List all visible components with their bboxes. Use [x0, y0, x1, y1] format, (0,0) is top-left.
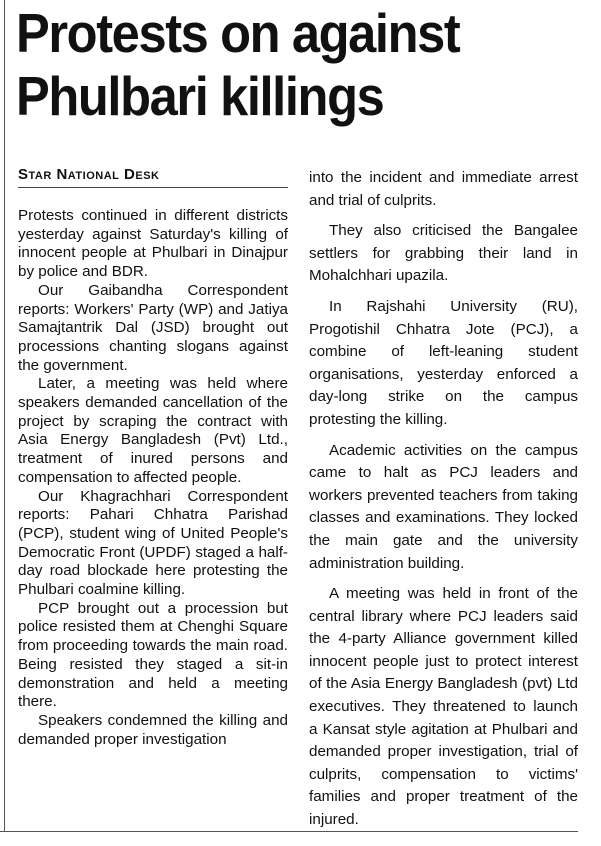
- left-column: [18, 207, 288, 749]
- paragraph: In Rajshahi University (RU), Progotishil Chhatra Jote (PCJ), a combine of left-leaning student organisations, yesterday enforced a day-long strike on the campus protesting the killing.: [309, 297, 578, 428]
- left-column-rule: [4, 0, 5, 832]
- right-column: [309, 167, 578, 840]
- paragraph: PCP brought out a procession but police resisted them at Chenghi Square from proceeding towards the main road. Being resisted they staged a sit-in demonstration and held a meeting there.: [18, 599, 288, 711]
- paragraph: Speakers condemned the killing and demanded proper investigation: [18, 711, 288, 748]
- paragraph: into the incident and immediate arrest and trial of culprits.: [309, 169, 578, 209]
- byline: Star National Desk: [18, 166, 288, 188]
- paragraph: They also criticised the Bangalee settlers for grabbing their land in Mohalchhari upazila.: [309, 222, 578, 285]
- headline: [16, 2, 550, 128]
- paragraph: Our Khagrachhari Correspondent reports: Pahari Chhatra Parishad (PCP), student wing of United People's Democratic Front (UPDF) staged a half-day road blockade here protesting the Phulbari coalmine killing.: [18, 487, 288, 599]
- bottom-rule: [0, 831, 578, 832]
- paragraph: Academic activities on the campus came to halt as PCJ leaders and workers prevented teachers from taking classes and examinations. They locked the main gate and the university administration building.: [309, 441, 578, 572]
- paragraph: Protests continued in different districts yesterday against Saturday's killing of innocent people at Phulbari in Dinajpur by police and BDR.: [18, 207, 288, 281]
- paragraph: Later, a meeting was held where speakers demanded cancellation of the project by scraping the contract with Asia Energy Bangladesh (Pvt) Ltd., treatment of inured persons and compensation to affected people.: [18, 375, 288, 486]
- headline-line-1: Protests on against: [16, 2, 460, 64]
- paragraph: A meeting was held in front of the central library where PCJ leaders said the 4-party Alliance government killed innocent people just to protect interest of the Asia Energy Bangladesh (pvt) Ltd executives. They threatened to launch a Kansat style agitation at Phulbari and demanded proper investigation, trial of culprits, compensation to victims' families and proper treatment of the injured.: [309, 585, 578, 829]
- headline-line-2: Phulbari killings: [16, 65, 384, 127]
- paragraph: Our Gaibandha Correspondent reports: Workers' Party (WP) and Jatiya Samajtantrik Dal (JSD) brought out processions chanting slogans against the government.: [18, 281, 288, 374]
